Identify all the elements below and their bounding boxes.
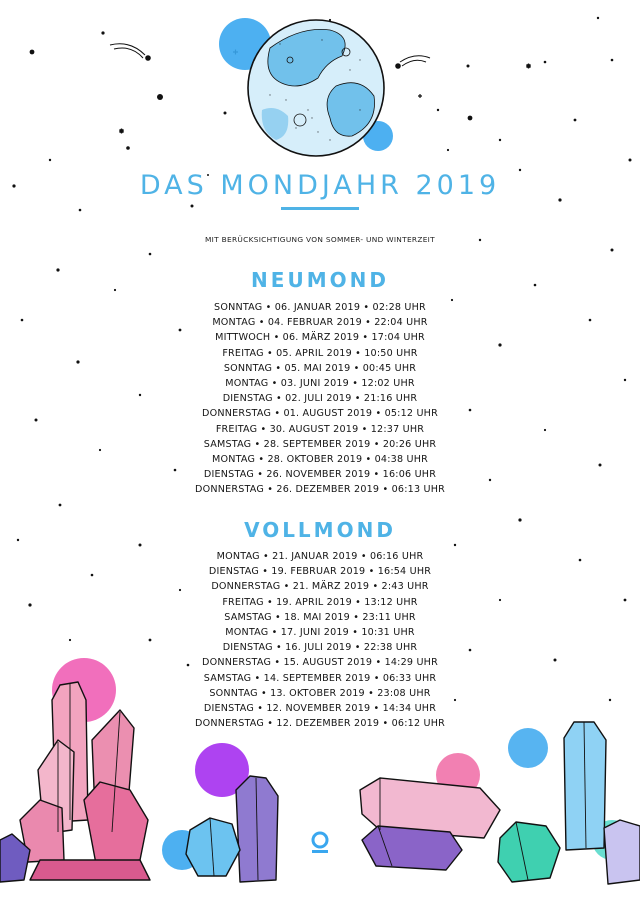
list-item: SAMSTAG • 18. MAI 2019 • 23:11 UHR (224, 611, 416, 623)
list-item: DIENSTAG • 19. FEBRUAR 2019 • 16:54 UHR (208, 566, 432, 578)
list-item: SONNTAG • 13. OKTOBER 2019 • 23:08 UHR (209, 687, 431, 699)
page-title: DAS MONDJAHR 2019 (139, 170, 501, 201)
subtitle: MIT BERÜCKSICHTIGUNG VON SOMMER- UND WINTERZEIT (205, 235, 435, 244)
list-item: DONNERSTAG • 21. MÄRZ 2019 • 2:43 UHR (211, 581, 429, 593)
list-item: DIENSTAG • 02. JULI 2019 • 21:16 UHR (222, 393, 418, 405)
list-item: FREITAG • 30. AUGUST 2019 • 12:37 UHR (215, 423, 425, 435)
list-item: DONNERSTAG • 26. DEZEMBER 2019 • 06:13 UHR (194, 484, 445, 496)
list-item: SAMSTAG • 14. SEPTEMBER 2019 • 06:33 UHR (203, 672, 437, 684)
list-item: DIENSTAG • 26. NOVEMBER 2019 • 16:06 UHR (203, 469, 437, 481)
list-item: MONTAG • 21. JANUAR 2019 • 06:16 UHR (216, 551, 424, 562)
logo-icon (309, 830, 331, 856)
list-item: FREITAG • 05. APRIL 2019 • 10:50 UHR (222, 347, 418, 359)
list-item: MITTWOCH • 06. MÄRZ 2019 • 17:04 UHR (215, 332, 425, 344)
list-item: DONNERSTAG • 15. AUGUST 2019 • 14:29 UHR (202, 657, 438, 669)
list-item: MONTAG • 03. JUNI 2019 • 12:02 UHR (225, 377, 415, 389)
list-item: MONTAG • 28. OKTOBER 2019 • 04:38 UHR (211, 453, 429, 465)
list-item: SONNTAG • 05. MAI 2019 • 00:45 UHR (223, 362, 417, 374)
list-item: DIENSTAG • 16. JULI 2019 • 22:38 UHR (222, 642, 418, 654)
list-item: SONNTAG • 06. JANUAR 2019 • 02:28 UHR (214, 302, 426, 313)
list-item: DONNERSTAG • 12. DEZEMBER 2019 • 06:12 UHR (194, 718, 445, 730)
list-item: DIENSTAG • 12. NOVEMBER 2019 • 14:34 UHR (203, 702, 437, 714)
list-item: DONNERSTAG • 01. AUGUST 2019 • 05:12 UHR (202, 408, 438, 420)
vollmond-heading: VOLLMOND (244, 518, 396, 542)
list-item: SAMSTAG • 28. SEPTEMBER 2019 • 20:26 UHR (203, 438, 437, 450)
list-item: MONTAG • 17. JUNI 2019 • 10:31 UHR (225, 626, 415, 638)
list-item: MONTAG • 04. FEBRUAR 2019 • 22:04 UHR (212, 317, 428, 329)
list-item: FREITAG • 19. APRIL 2019 • 13:12 UHR (222, 596, 418, 608)
neumond-heading: NEUMOND (251, 268, 389, 292)
